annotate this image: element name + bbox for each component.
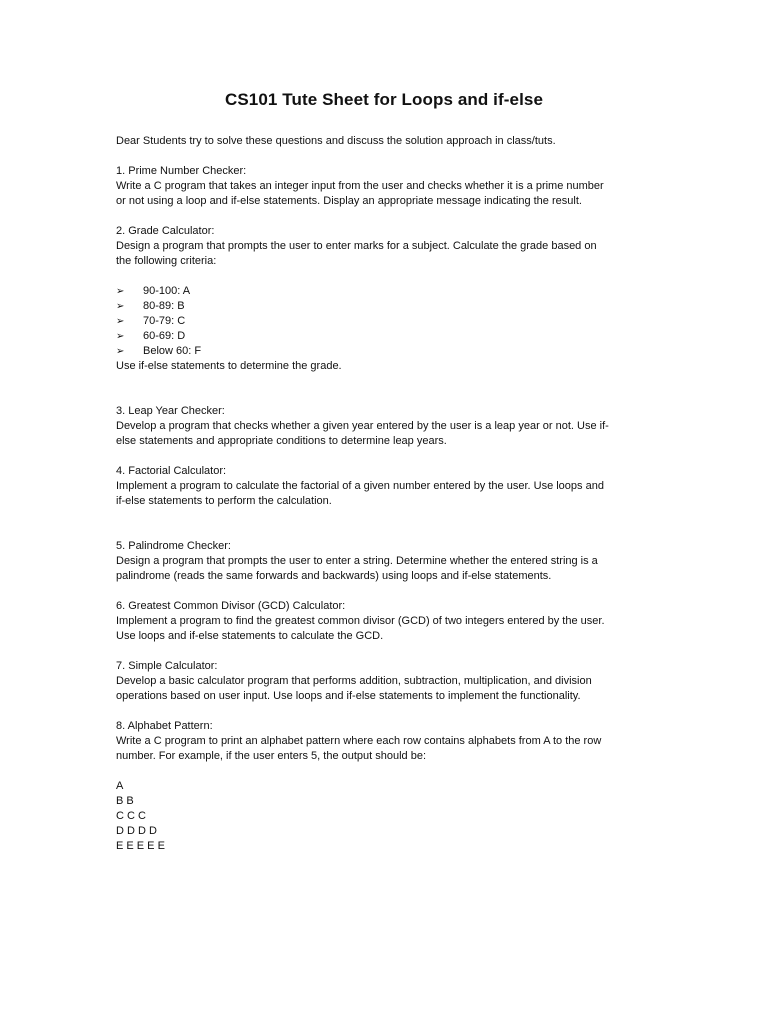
question-5-text-line: Design a program that prompts the user to enter a string. Determine whether the entered string is a	[116, 555, 598, 567]
grade-criteria-item	[116, 314, 656, 329]
question-3-heading: 3. Leap Year Checker:	[116, 405, 225, 417]
question-2-footer: Use if-else statements to determine the grade.	[116, 360, 342, 372]
grade-criteria-item	[116, 299, 656, 314]
pattern-row: A	[116, 780, 124, 792]
grade-criteria-text: 60-69: D	[143, 330, 186, 342]
question-3-text-line: else statements and appropriate conditions to determine leap years.	[116, 435, 447, 447]
document-body	[116, 134, 656, 854]
pattern-row: D D D D	[116, 825, 157, 837]
question-4-heading: 4. Factorial Calculator:	[116, 465, 227, 477]
question-2-text-line: the following criteria:	[116, 255, 217, 267]
grade-criteria-item	[116, 329, 656, 344]
page-title: CS101 Tute Sheet for Loops and if-else	[224, 90, 544, 109]
question-5-text-line: palindrome (reads the same forwards and backwards) using loops and if-else statements.	[116, 570, 552, 582]
question-2-text-line: Design a program that prompts the user to enter marks for a subject. Calculate the grade based on	[116, 240, 597, 252]
question-6-text-line: Implement a program to find the greatest common divisor (GCD) of two integers entered by the user.	[116, 615, 605, 627]
question-3-text-line: Develop a program that checks whether a given year entered by the user is a leap year or not. Use if-	[116, 420, 609, 432]
arrow-bullet-icon: ➢	[116, 286, 125, 297]
question-8-text-line: number. For example, if the user enters 5, the output should be:	[116, 750, 427, 762]
question-1-text-line: or not using a loop and if-else statements. Display an appropriate message indicating the result.	[116, 195, 582, 207]
question-6-heading: 6. Greatest Common Divisor (GCD) Calculator:	[116, 600, 346, 612]
question-5-heading: 5. Palindrome Checker:	[116, 540, 231, 552]
pattern-row: C C C	[116, 810, 146, 822]
grade-criteria-item	[116, 344, 656, 359]
pattern-row: B B	[116, 795, 134, 807]
pattern-row: E E E E E	[116, 840, 165, 852]
question-6-text-line: Use loops and if-else statements to calculate the GCD.	[116, 630, 384, 642]
question-8-text-line: Write a C program to print an alphabet pattern where each row contains alphabets from A to the row	[116, 735, 602, 747]
arrow-bullet-icon: ➢	[116, 316, 125, 327]
question-1-heading: 1. Prime Number Checker:	[116, 165, 247, 177]
grade-criteria-text: 80-89: B	[143, 300, 185, 312]
intro-text: Dear Students try to solve these questions and discuss the solution approach in class/tuts.	[116, 135, 556, 147]
arrow-bullet-icon: ➢	[116, 301, 125, 312]
question-2-heading: 2. Grade Calculator:	[116, 225, 215, 237]
grade-criteria-text: 90-100: A	[143, 285, 191, 297]
question-4-text-line: Implement a program to calculate the factorial of a given number entered by the user. Use loops and	[116, 480, 604, 492]
question-4-text-line: if-else statements to perform the calculation.	[116, 495, 332, 507]
question-8-heading: 8. Alphabet Pattern:	[116, 720, 213, 732]
question-7-text-line: Develop a basic calculator program that performs addition, subtraction, multiplication, and division	[116, 675, 592, 687]
question-7-text-line: operations based on user input. Use loops and if-else statements to implement the functionality.	[116, 690, 581, 702]
grade-criteria-text: 70-79: C	[143, 315, 186, 327]
arrow-bullet-icon: ➢	[116, 346, 125, 357]
question-1-text-line: Write a C program that takes an integer input from the user and checks whether it is a prime number	[116, 180, 604, 192]
question-7-heading: 7. Simple Calculator:	[116, 660, 218, 672]
grade-criteria-item	[116, 284, 656, 299]
grade-criteria-text: Below 60: F	[143, 345, 202, 357]
arrow-bullet-icon: ➢	[116, 331, 125, 342]
